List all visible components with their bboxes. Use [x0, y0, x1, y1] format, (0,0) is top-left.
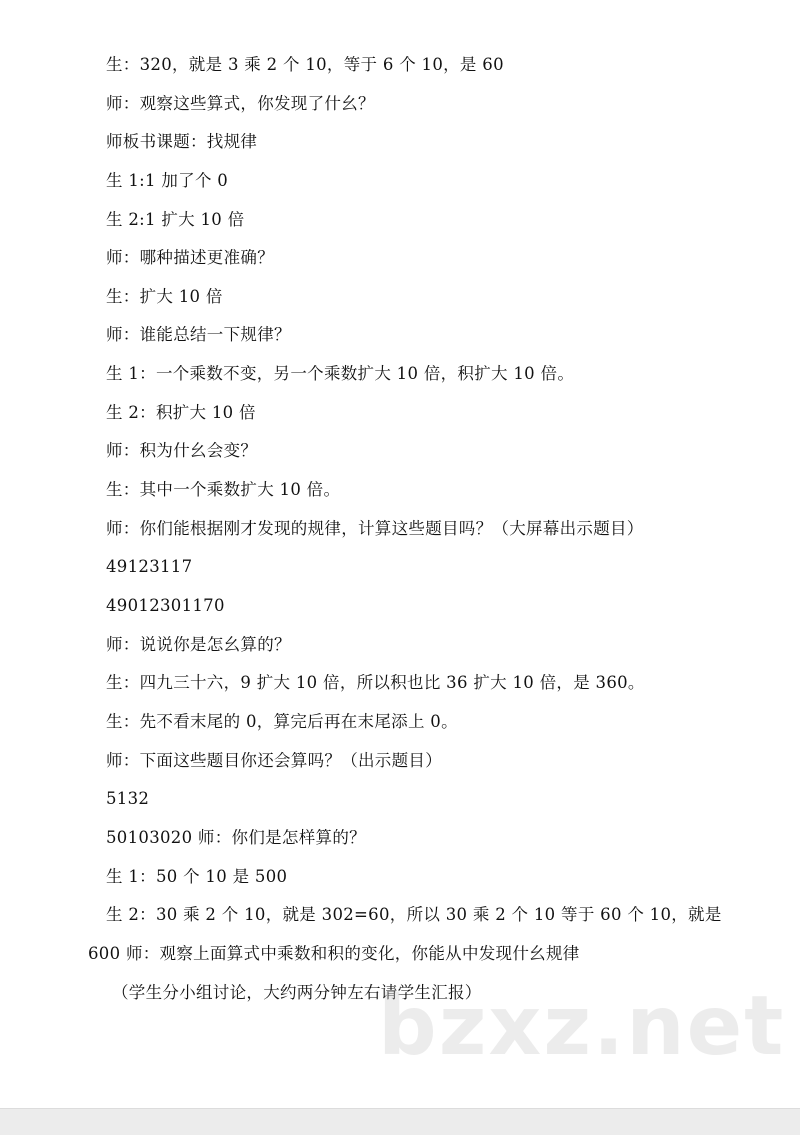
watermark: bzxz.net [378, 979, 786, 1074]
text-line: （学生分小组讨论，大约两分钟左右请学生汇报） [112, 983, 482, 1002]
text-line: 师板书课题：找规律 [106, 132, 258, 151]
text-line: 生：先不看末尾的 0，算完后再在末尾添上 0。 [106, 712, 458, 731]
text-line: 50103020 师：你们是怎样算的？ [106, 828, 366, 847]
viewer-bottom-bar [0, 1108, 800, 1135]
text-line: 49123117 [106, 557, 193, 576]
text-line: 师：你们能根据刚才发现的规律，计算这些题目吗？（大屏幕出示题目） [106, 519, 644, 538]
text-line: 师：观察这些算式，你发现了什幺？ [106, 94, 375, 113]
text-line: 师：下面这些题目你还会算吗？（出示题目） [106, 751, 442, 770]
text-line: 生 2:1 扩大 10 倍 [106, 210, 245, 229]
text-line: 5132 [106, 789, 150, 808]
text-line: 生 1:1 加了个 0 [106, 171, 229, 190]
text-line: 49012301170 [106, 596, 225, 615]
text-line: 生 1：50 个 10 是 500 [106, 867, 288, 886]
text-line: 师：谁能总结一下规律？ [106, 325, 291, 344]
text-line: 生：四九三十六，9 扩大 10 倍，所以积也比 36 扩大 10 倍，是 360。 [106, 673, 645, 692]
text-line: 师：积为什幺会变？ [106, 441, 258, 460]
text-line: 生：320，就是 3 乘 2 个 10，等于 6 个 10，是 60 [106, 55, 504, 74]
text-line: 师：说说你是怎幺算的？ [106, 635, 291, 654]
text-line: 师：哪种描述更准确？ [106, 248, 274, 267]
text-line: 生 1：一个乘数不变，另一个乘数扩大 10 倍，积扩大 10 倍。 [106, 364, 575, 383]
text-line: 生：扩大 10 倍 [106, 287, 223, 306]
text-line: 生 2：积扩大 10 倍 [106, 403, 256, 422]
text-line: 生 2：30 乘 2 个 10，就是 302=60，所以 30 乘 2 个 10 等于 60 个 10，就是 [106, 905, 722, 924]
text-line: 600 师：观察上面算式中乘数和积的变化，你能从中发现什幺规律 [88, 944, 580, 963]
text-line: 生：其中一个乘数扩大 10 倍。 [106, 480, 341, 499]
